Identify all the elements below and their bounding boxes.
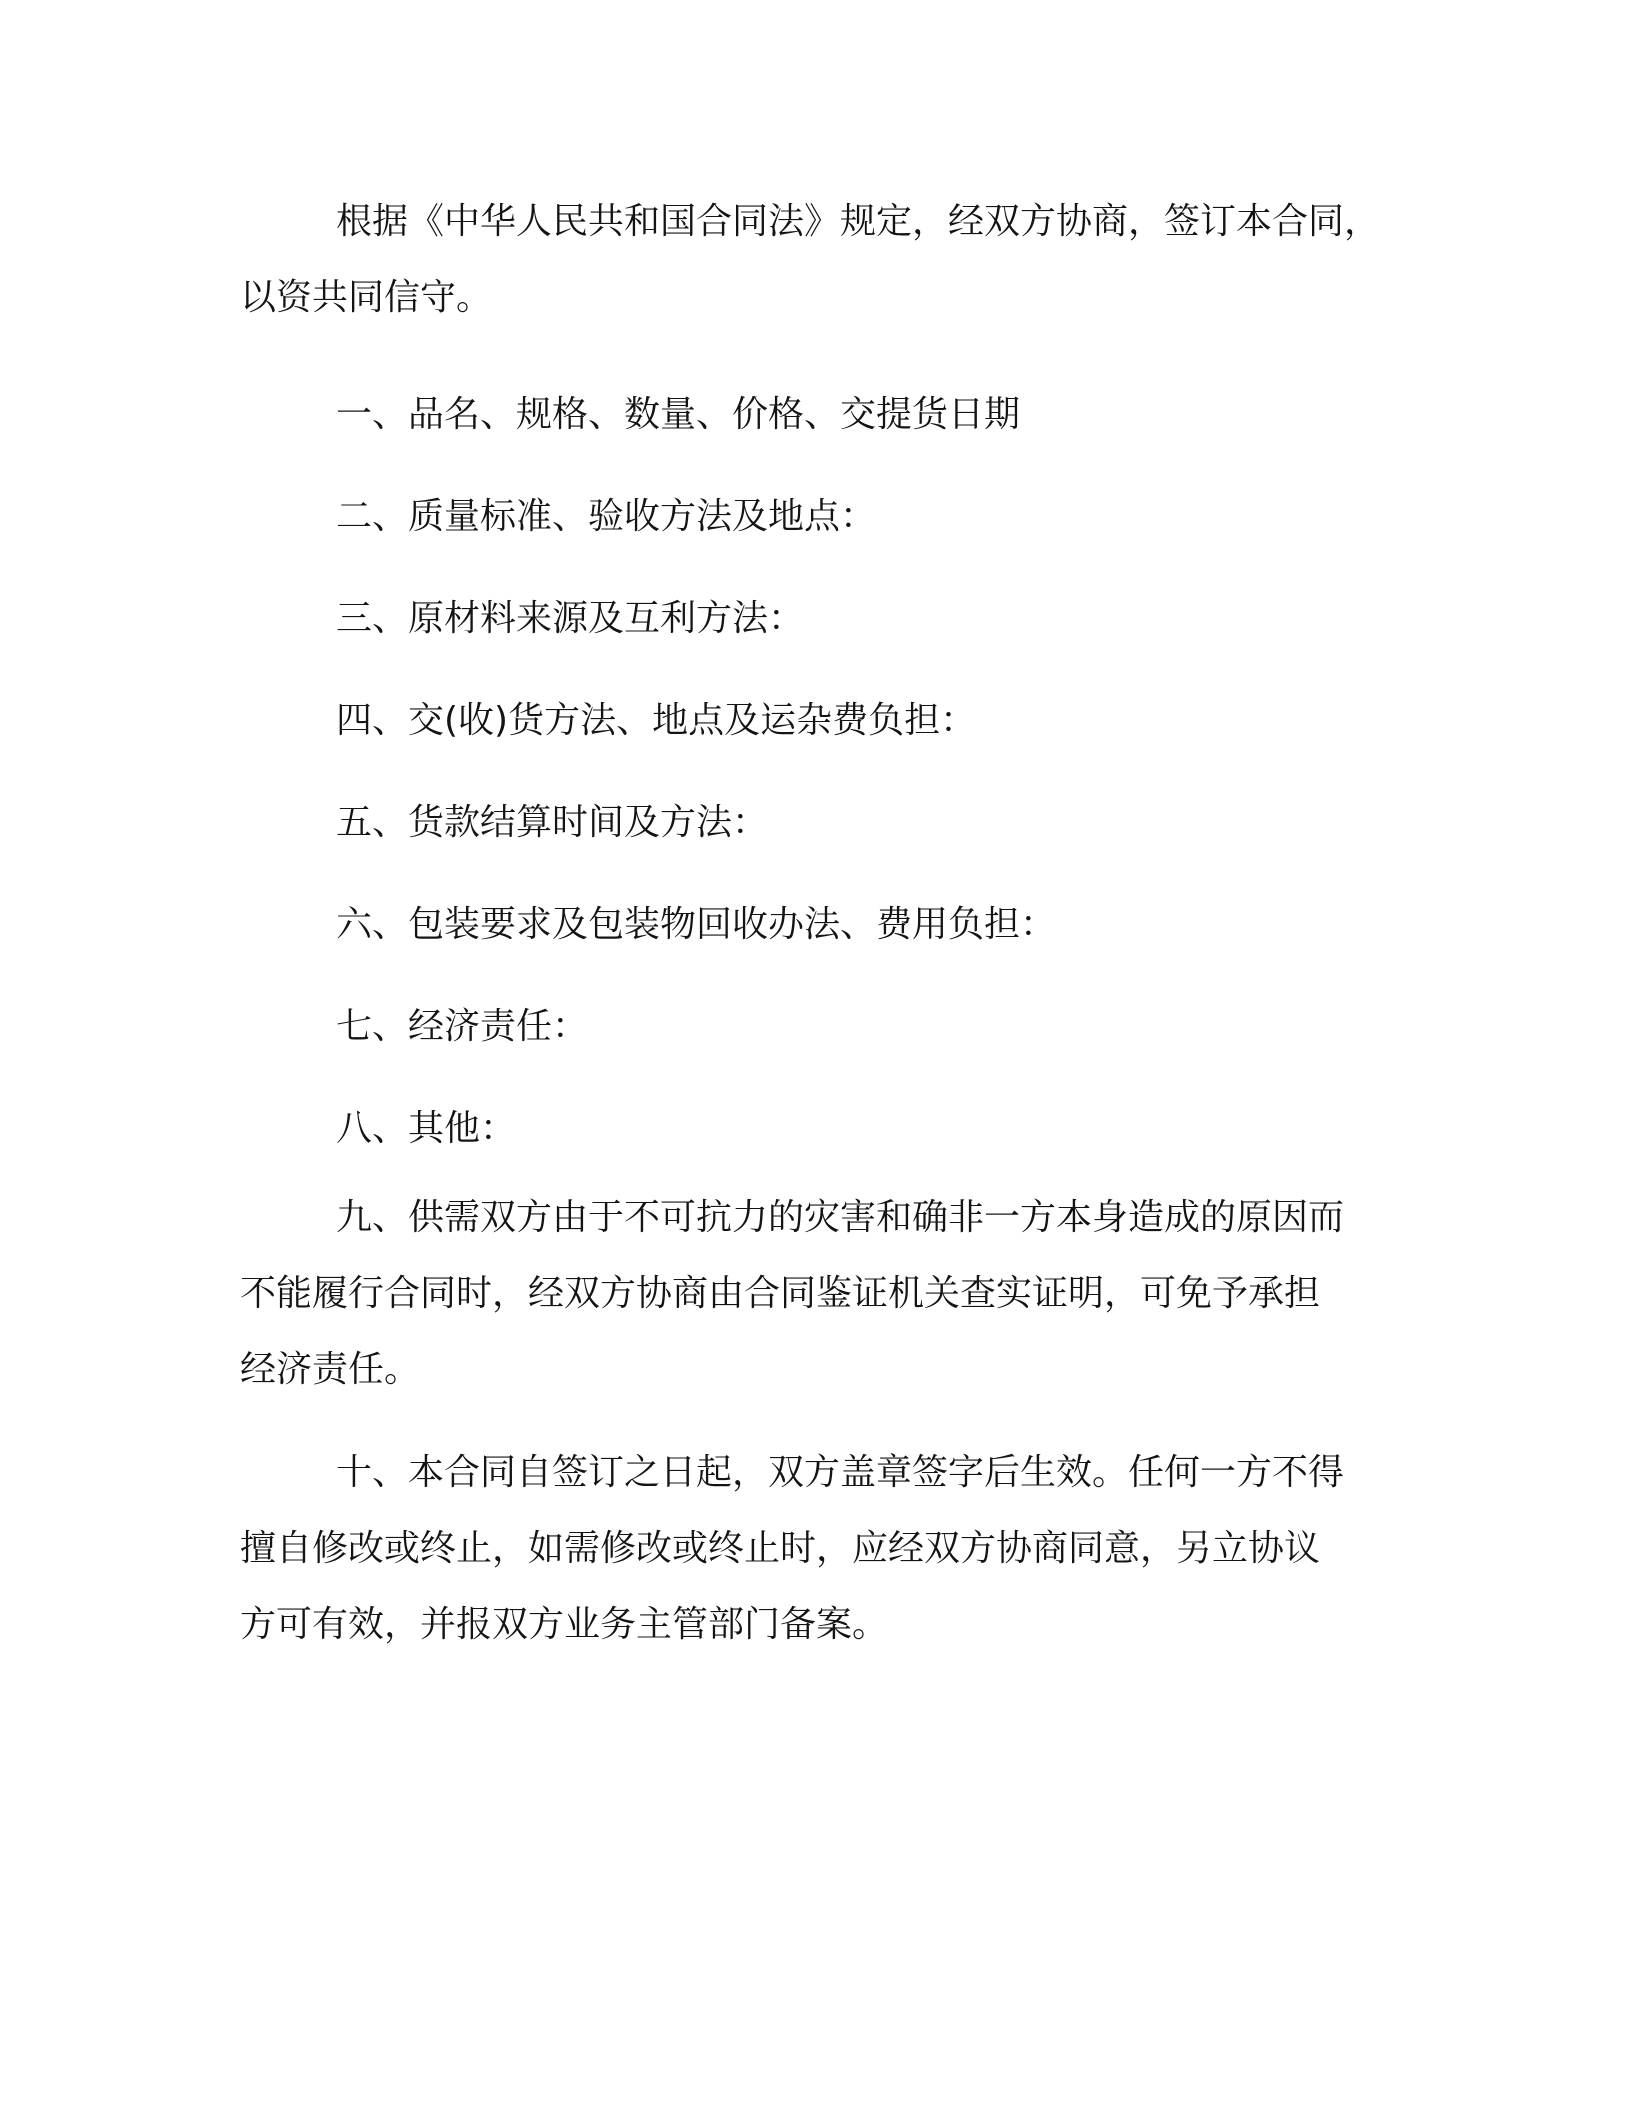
- contract-body: [240, 184, 1380, 1663]
- clause-5: 五、货款结算时间及方法：: [336, 802, 769, 843]
- clause-8: 八、其他：: [336, 1108, 517, 1149]
- clause-7: 七、经济责任：: [336, 1006, 589, 1047]
- intro-line: 以资共同信守。: [240, 277, 493, 318]
- clause-9-line: 经济责任。: [240, 1349, 421, 1390]
- clause-9-line: 不能履行合同时，经双方协商由合同鉴证机关查实证明，可免予承担: [240, 1273, 1321, 1314]
- clause-10-line: 十、本合同自签订之日起，双方盖章签字后生效。任何一方不得: [336, 1452, 1345, 1493]
- clause-9-paragraph: [240, 1180, 1380, 1408]
- clause-1: 一、品名、规格、数量、价格、交提货日期: [336, 394, 1021, 435]
- clause-6: 六、包装要求及包装物回收办法、费用负担：: [336, 904, 1057, 945]
- intro-line: 根据《中华人民共和国合同法》规定，经双方协商，签订本合同，: [336, 201, 1381, 242]
- clause-3: 三、原材料来源及互利方法：: [336, 598, 805, 639]
- clause-9-line: 九、供需双方由于不可抗力的灾害和确非一方本身造成的原因而: [336, 1197, 1345, 1238]
- intro-paragraph: [240, 184, 1380, 336]
- clause-2: 二、质量标准、验收方法及地点：: [336, 496, 877, 537]
- clause-4: 四、交(收)货方法、地点及运杂费负担：: [336, 700, 977, 741]
- clause-10-paragraph: [240, 1435, 1380, 1663]
- clause-list: [240, 364, 1380, 1180]
- clause-10-line: 擅自修改或终止，如需修改或终止时，应经双方协商同意，另立协议: [240, 1528, 1321, 1569]
- clause-10-line: 方可有效，并报双方业务主管部门备案。: [240, 1604, 889, 1645]
